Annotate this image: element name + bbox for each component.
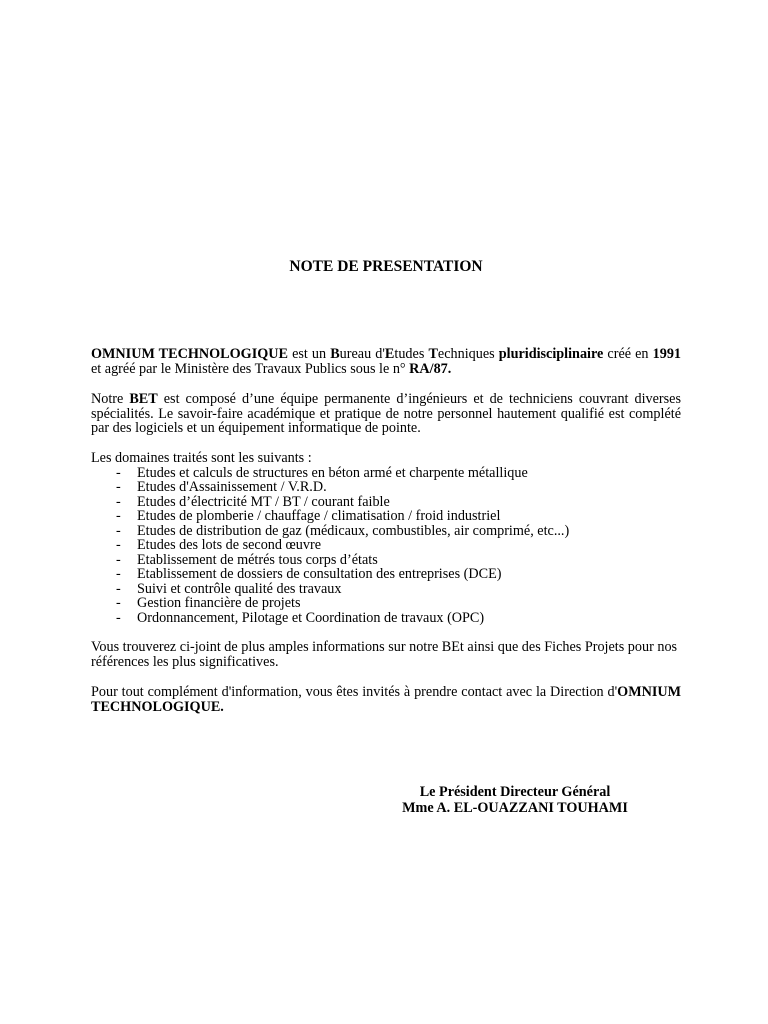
company-name: OMNIUM TECHNOLOGIQUE (91, 346, 288, 362)
bullet-dash: - (116, 493, 121, 510)
signatory-role: Le Président Directeur Général (419, 784, 611, 800)
list-item: - Etablissement de métrés tous corps d’états (116, 551, 378, 568)
list-item: - Etudes et calculs de structures en béton armé et charpente métallique (116, 464, 528, 481)
bullet-dash: - (116, 479, 121, 495)
domains-list (91, 466, 681, 626)
domains-intro: Les domaines traités sont les suivants : (91, 450, 312, 466)
attachments-paragraph: Vous trouverez ci-joint de plus amples informations sur notre BEt ainsi que des Fiches Projets pour nos références les plus significatives. (91, 639, 678, 670)
signatory-name: Mme A. EL-OUAZZANI TOUHAMI (402, 800, 628, 816)
list-item: - Etudes d’électricité MT / BT / courant faible (116, 493, 390, 510)
bullet-dash: - (116, 566, 121, 582)
agreement-number: RA/87. (409, 360, 452, 377)
contact-paragraph: Pour tout complément d'information, vous êtes invités à prendre contact avec la Direction d'OMNIUM TECHNOLOGIQUE. (91, 684, 681, 715)
signature-block (380, 784, 650, 816)
list-item: - Etablissement de dossiers de consultation des entreprises (DCE) (116, 566, 502, 582)
list-item: - Gestion financière de projets (116, 595, 301, 611)
bullet-dash: - (116, 609, 121, 626)
pluridisciplinary-label: pluridisciplinaire (498, 346, 604, 362)
domains-section (91, 451, 681, 625)
list-item: - Etudes d'Assainissement / V.R.D. (116, 479, 327, 495)
document-title: NOTE DE PRESENTATION (289, 258, 483, 275)
team-paragraph: Notre BET est composé d’une équipe permanente d’ingénieurs et de techniciens couvrant diverses spécialités. Le savoir-faire académique et pratique de notre personnel hautement qualifié est complété par des logiciels et un équipement informatique de pointe. (91, 391, 681, 436)
founding-year: 1991 (652, 346, 681, 362)
list-item: - Ordonnancement, Pilotage et Coordination de travaux (OPC) (116, 609, 485, 626)
bullet-dash: - (116, 464, 121, 481)
company-name: OMNIUM TECHNOLOGIQUE. (91, 684, 681, 715)
intro-paragraph: OMNIUM TECHNOLOGIQUE est un Bureau d'Etudes Techniques pluridisciplinaire créé en 1991 et agréé par le Ministère des Travaux Publics sous le n° RA/87. (91, 346, 681, 377)
bullet-dash: - (116, 537, 121, 553)
list-item: - Etudes de distribution de gaz (médicaux, combustibles, air comprimé, etc...) (116, 522, 570, 539)
bullet-dash: - (116, 522, 121, 539)
bullet-dash: - (116, 551, 121, 568)
bet-label: BET (129, 391, 158, 407)
list-item: - Etudes de plomberie / chauffage / climatisation / froid industriel (116, 508, 501, 524)
bullet-dash: - (116, 580, 121, 597)
bullet-dash: - (116, 595, 121, 611)
list-item: - Etudes des lots de second œuvre (116, 537, 322, 553)
bullet-dash: - (116, 508, 121, 524)
list-item: - Suivi et contrôle qualité des travaux (116, 580, 342, 597)
